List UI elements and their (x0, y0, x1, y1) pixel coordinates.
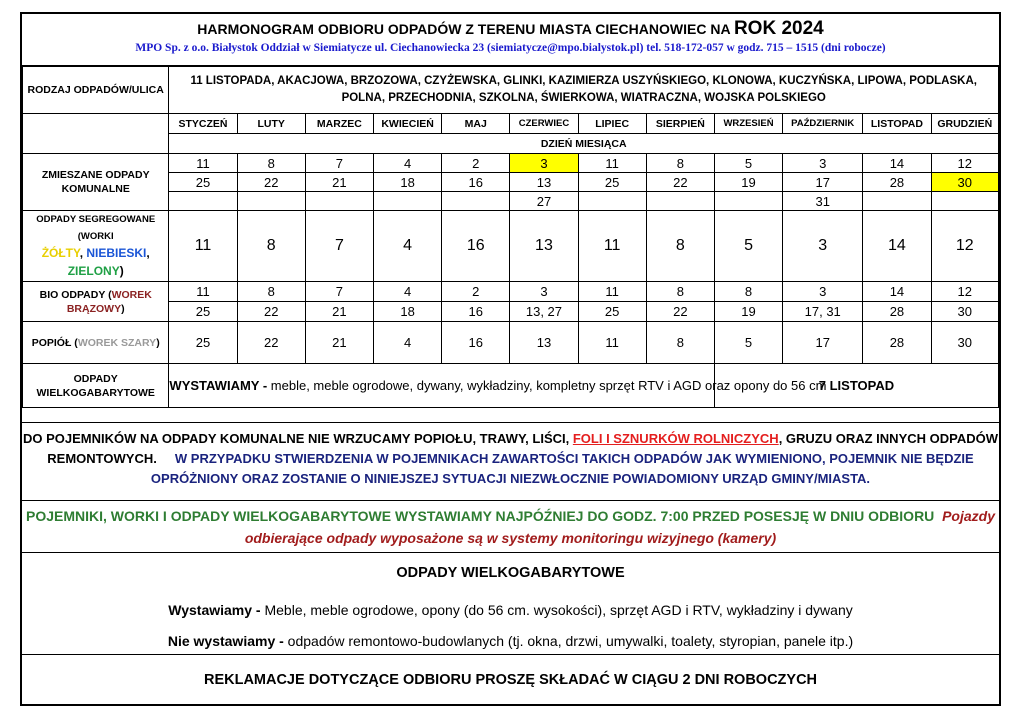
sep: ) (119, 264, 124, 278)
segregated-day-cell: 11 (169, 211, 237, 282)
segregated-day-cell: 12 (931, 211, 998, 282)
month-header: MARZEC (305, 114, 373, 134)
mixed-day-cell: 25 (578, 173, 646, 192)
document-header (22, 14, 999, 66)
month-header: GRUDZIEŃ (931, 114, 998, 134)
mixed-day-cell: 13 (510, 173, 578, 192)
warning-part2: , GRUZU ORAZ INNYCH ODPADÓW REMONTOWYCH. (47, 431, 998, 466)
bulky-yes-line (22, 602, 999, 618)
complaints-notice: REKLAMACJE DOTYCZĄCE ODBIORU PROSZĘ SKŁADAĆ W CIĄGU 2 DNI ROBOCZYCH (22, 654, 999, 704)
bio-row-1 (23, 282, 999, 302)
bio-day-cell: 11 (169, 282, 237, 302)
mixed-day-cell: 3 (510, 154, 578, 173)
document-title (22, 18, 999, 40)
bio-day-cell: 11 (578, 282, 646, 302)
bio-day-cell: 8 (237, 282, 305, 302)
bio-waste-label (23, 282, 169, 322)
mixed-day-cell (714, 192, 782, 211)
segregated-day-cell: 5 (714, 211, 782, 282)
bio-day-cell: 19 (714, 302, 782, 322)
segregated-day-cell: 16 (442, 211, 510, 282)
mixed-day-cell: 7 (305, 154, 373, 173)
mixed-day-cell: 30 (931, 173, 998, 192)
ash-label (23, 322, 169, 364)
bulky-date: 7 LISTOPAD (714, 364, 998, 408)
mixed-day-cell (237, 192, 305, 211)
segregated-label-sub: (WORKI (77, 231, 114, 242)
bag-yellow: ŻÓŁTY (41, 246, 80, 260)
mixed-day-cell: 11 (578, 154, 646, 173)
month-header: LIPIEC (578, 114, 646, 134)
bio-day-cell: 2 (442, 282, 510, 302)
segregated-day-cell: 8 (646, 211, 714, 282)
warning-part1: DO POJEMNIKÓW NA ODPADY KOMUNALNE NIE WRZUCAMY POPIOŁU, TRAWY, LIŚCI, (22, 431, 573, 446)
deadline-green: POJEMNIKI, WORKI I ODPADY WIELKOGABARYTOWE WYSTAWIAMY NAJPÓŹNIEJ DO GODZ. 7:00 PRZED POSESJĘ W DNIU ODBIORU (26, 508, 935, 524)
bio-day-cell: 8 (714, 282, 782, 302)
months-row (23, 114, 999, 134)
bio-day-cell: 22 (646, 302, 714, 322)
streets-list: 11 LISTOPADA, AKACJOWA, BRZOZOWA, CZYŻEWSKA, GLINKI, KAZIMIERZA USZYŃSKIEGO, KLONOWA, KUCZYŃSKA, LIPOWA, PODLASKA, POLNA, PRZECHODNIA, SZKOLNA, ŚWIERKOWA, WIATRACZNA, WOJSKA POLSKIEGO (169, 67, 999, 114)
bio-day-cell: 7 (305, 282, 373, 302)
month-header: SIERPIEŃ (646, 114, 714, 134)
bio-day-cell: 30 (931, 302, 998, 322)
ash-day-cell: 30 (931, 322, 998, 364)
segregated-row (23, 211, 999, 282)
ash-day-cell: 5 (714, 322, 782, 364)
sep: , (146, 246, 150, 260)
sep: , (79, 246, 87, 260)
segregated-label (23, 211, 169, 282)
month-header: LUTY (237, 114, 305, 134)
mixed-day-cell: 27 (510, 192, 578, 211)
mixed-row-3 (23, 192, 999, 211)
day-of-month-label: DZIEŃ MIESIĄCA (169, 134, 999, 154)
bulky-no-line (22, 633, 999, 649)
mixed-day-cell: 5 (714, 154, 782, 173)
mixed-day-cell (305, 192, 373, 211)
bulky-no-label: Nie wystawiamy - (167, 633, 284, 649)
bio-day-cell: 22 (237, 302, 305, 322)
deadline-notice (22, 500, 999, 552)
mixed-day-cell: 4 (373, 154, 441, 173)
schedule-document (20, 12, 1001, 706)
bio-day-cell: 28 (863, 302, 931, 322)
mixed-day-cell (931, 192, 998, 211)
segregated-bag-colors (42, 246, 150, 278)
mixed-day-cell (373, 192, 441, 211)
bulky-yes-label: Wystawiamy - (168, 602, 261, 618)
segregated-day-cell: 14 (863, 211, 931, 282)
mixed-day-cell (646, 192, 714, 211)
mixed-day-cell (442, 192, 510, 211)
mixed-day-cell: 25 (169, 173, 237, 192)
mixed-day-cell: 3 (783, 154, 863, 173)
ash-day-cell: 16 (442, 322, 510, 364)
bulky-info-title: ODPADY WIELKOGABARYTOWE (396, 565, 625, 581)
type-label: RODZAJ ODPADÓW/ULICA (23, 67, 169, 114)
month-header: MAJ (442, 114, 510, 134)
ash-day-cell: 28 (863, 322, 931, 364)
mixed-day-cell (863, 192, 931, 211)
bio-day-cell: 3 (510, 282, 578, 302)
mixed-day-cell: 22 (646, 173, 714, 192)
mixed-day-cell: 28 (863, 173, 931, 192)
title-prefix: HARMONOGRAM ODBIORU ODPADÓW Z TERENU MIASTA CIECHANOWIEC NA (197, 21, 734, 37)
mixed-day-cell: 8 (237, 154, 305, 173)
bio-day-cell: 12 (931, 282, 998, 302)
ash-row (23, 322, 999, 364)
bio-label-main: BIO ODPADY ( (39, 288, 112, 301)
empty-cell (23, 114, 169, 134)
bulky-put-out-text: meble, meble ogrodowe, dywany, wykładziny, kompletny sprzęt RTV i AGD oraz opony do 56 cm (267, 377, 827, 393)
mixed-row-2 (23, 173, 999, 192)
segregated-label-main: ODPADY SEGREGOWANE (36, 214, 156, 225)
ash-day-cell: 21 (305, 322, 373, 364)
bulky-row (23, 364, 999, 408)
empty-cell (23, 134, 169, 154)
bio-day-cell: 17, 31 (783, 302, 863, 322)
sep: ) (156, 336, 160, 349)
bio-day-cell: 4 (373, 282, 441, 302)
mixed-day-cell: 21 (305, 173, 373, 192)
bulky-put-out-bold: WYSTAWIAMY - (169, 377, 268, 393)
warning-blue: W PRZYPADKU STWIERDZENIA W POJEMNIKACH ZAWARTOŚCI TAKICH ODPADÓW JAK WYMIENIONO, POJEMNIK NIE BĘDZIE OPRÓŻNIONY ORAZ ZOSTANIE O NINIEJSZEJ SYTUACJI NIEZWŁOCZNIE POWIADOMIONY URZĄD GMINY/MIASTA. (150, 451, 974, 486)
mixed-day-cell: 8 (646, 154, 714, 173)
mixed-day-cell: 11 (169, 154, 237, 173)
ash-day-cell: 25 (169, 322, 237, 364)
mixed-day-cell: 17 (783, 173, 863, 192)
bulky-label: ODPADY WIELKOGABARYTOWE (23, 364, 169, 408)
segregated-day-cell: 7 (305, 211, 373, 282)
schedule-table (22, 66, 999, 408)
bulky-waste-info (22, 552, 999, 654)
bio-day-cell: 25 (169, 302, 237, 322)
month-header: CZERWIEC (510, 114, 578, 134)
bag-blue: NIEBIESKI (86, 246, 147, 260)
ash-day-cell: 22 (237, 322, 305, 364)
mixed-day-cell: 16 (442, 173, 510, 192)
warning-red: FOLI I SZNURKÓW ROLNICZYCH (572, 431, 779, 446)
mixed-day-cell: 14 (863, 154, 931, 173)
bulky-put-out (169, 364, 827, 408)
bio-day-cell: 25 (578, 302, 646, 322)
month-header: STYCZEŃ (169, 114, 237, 134)
ash-day-cell: 4 (373, 322, 441, 364)
segregated-day-cell: 13 (510, 211, 578, 282)
segregated-day-cell: 4 (373, 211, 441, 282)
mixed-day-cell: 31 (783, 192, 863, 211)
bulky-no-text: odpadów remontowo-budowlanych (tj. okna, drzwi, umywalki, toalety, styropian, panele itp.) (283, 633, 854, 649)
mixed-day-cell: 18 (373, 173, 441, 192)
mixed-row-1 (23, 154, 999, 173)
ash-day-cell: 17 (783, 322, 863, 364)
segregated-day-cell: 8 (237, 211, 305, 282)
sep: ) (121, 302, 125, 315)
segregated-day-cell: 11 (578, 211, 646, 282)
ash-day-cell: 13 (510, 322, 578, 364)
bag-green: ZIELONY (67, 264, 120, 278)
bio-label-bag: WOREK BRĄZOWY (66, 288, 152, 315)
ash-day-cell: 8 (646, 322, 714, 364)
bio-day-cell: 13, 27 (510, 302, 578, 322)
mixed-day-cell: 12 (931, 154, 998, 173)
streets-row (23, 67, 999, 114)
bio-day-cell: 18 (373, 302, 441, 322)
mixed-day-cell: 19 (714, 173, 782, 192)
mixed-waste-label: ZMIESZANE ODPADY KOMUNALNE (23, 154, 169, 211)
warning-notice (22, 422, 999, 500)
ash-day-cell: 11 (578, 322, 646, 364)
bio-day-cell: 8 (646, 282, 714, 302)
title-year: ROK 2024 (733, 18, 824, 39)
month-header: WRZESIEŃ (714, 114, 782, 134)
bio-day-cell: 3 (783, 282, 863, 302)
mixed-day-cell: 2 (442, 154, 510, 173)
mixed-day-cell (169, 192, 237, 211)
mixed-day-cell: 22 (237, 173, 305, 192)
month-header: LISTOPAD (863, 114, 931, 134)
bulky-yes-text: Meble, meble ogrodowe, opony (do 56 cm. wysokości), sprzęt AGD i RTV, wykładziny i dywany (260, 602, 853, 618)
deadline-red: Pojazdy odbierające odpady wyposażone są w systemy monitoringu wizyjnego (kamery) (244, 508, 995, 546)
day-label-row (23, 134, 999, 154)
segregated-day-cell: 3 (783, 211, 863, 282)
bio-row-2 (23, 302, 999, 322)
bio-day-cell: 21 (305, 302, 373, 322)
bio-day-cell: 16 (442, 302, 510, 322)
company-contact: MPO Sp. z o.o. Białystok Oddział w Siemiatycze ul. Ciechanowiecka 23 (siemiatycze@mpo.bialystok.pl) tel. 518-172-057 w godz. 715 – 1515 (dni robocze) (135, 42, 886, 54)
bio-day-cell: 14 (863, 282, 931, 302)
month-header: PAŹDZIERNIK (783, 114, 863, 134)
month-header: KWIECIEŃ (373, 114, 441, 134)
mixed-day-cell (578, 192, 646, 211)
ash-label-main: POPIÓŁ ( (31, 336, 78, 349)
ash-label-bag: WOREK SZARY (77, 336, 157, 349)
